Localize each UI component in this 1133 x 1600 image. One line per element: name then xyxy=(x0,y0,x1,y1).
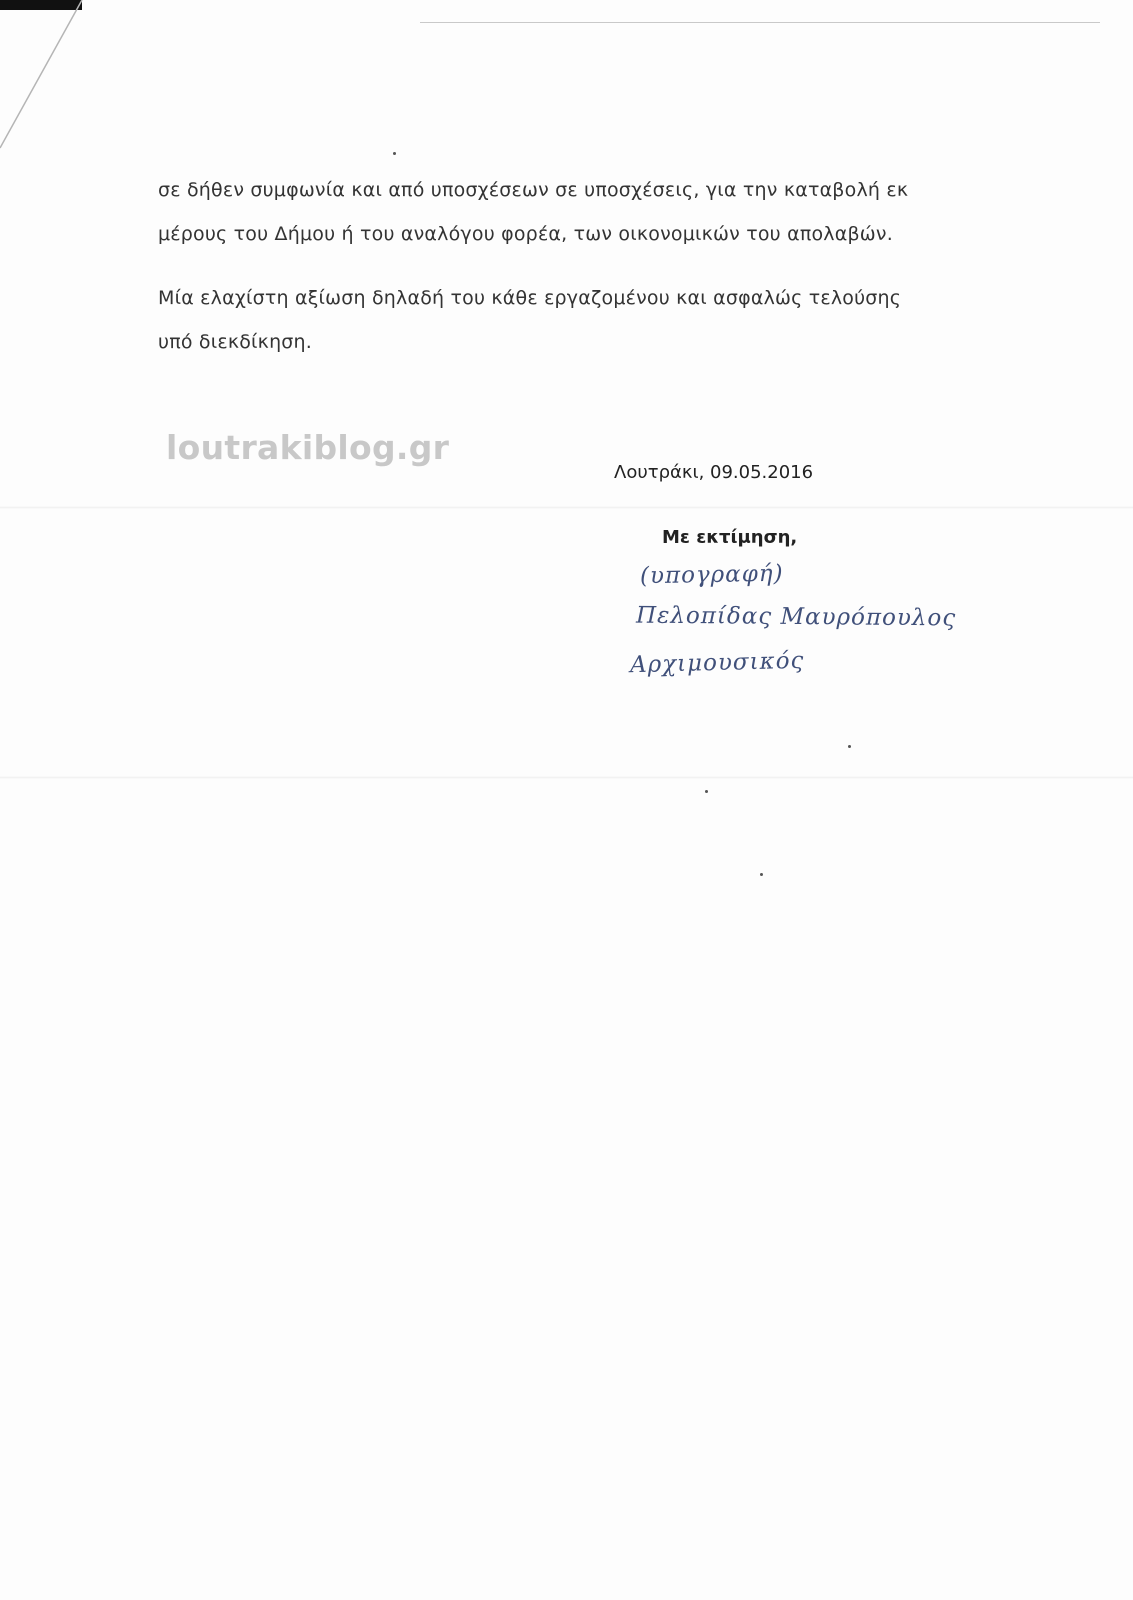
paragraph-1-line-1: σε δήθεν συμφωνία και από υποσχέσεων σε υποσχέσεις, για την καταβολή εκ xyxy=(158,179,909,201)
fold-line-lower xyxy=(0,776,1133,779)
folded-corner-mark xyxy=(0,0,90,150)
scan-top-edge xyxy=(420,22,1100,23)
handwritten-signer-name: Πελοπίδας Μαυρόπουλος xyxy=(635,602,957,632)
scan-speck xyxy=(760,873,763,876)
paragraph-1 xyxy=(158,168,938,256)
fold-line-upper xyxy=(0,506,1133,509)
scan-speck xyxy=(705,790,708,793)
place-and-date: Λουτράκι, 09.05.2016 xyxy=(614,462,814,483)
closing-salutation: Με εκτίμηση, xyxy=(662,527,798,548)
paragraph-2-line-2: υπό διεκδίκηση. xyxy=(158,331,313,353)
paragraph-1-line-2: μέρους του Δήμου ή του αναλόγου φορέα, των οικονομικών του απολαβών. xyxy=(158,223,893,245)
handwritten-signature-note: (υπογραφή) xyxy=(639,560,784,590)
handwritten-signer-title: Αρχιμουσικός xyxy=(629,647,805,679)
watermark: loutrakiblog.gr xyxy=(166,428,450,467)
paragraph-2 xyxy=(158,276,938,364)
scan-speck xyxy=(848,745,851,748)
scan-speck xyxy=(393,152,396,155)
paragraph-2-line-1: Μία ελαχίστη αξίωση δηλαδή του κάθε εργαζομένου και ασφαλώς τελούσης xyxy=(158,287,902,309)
